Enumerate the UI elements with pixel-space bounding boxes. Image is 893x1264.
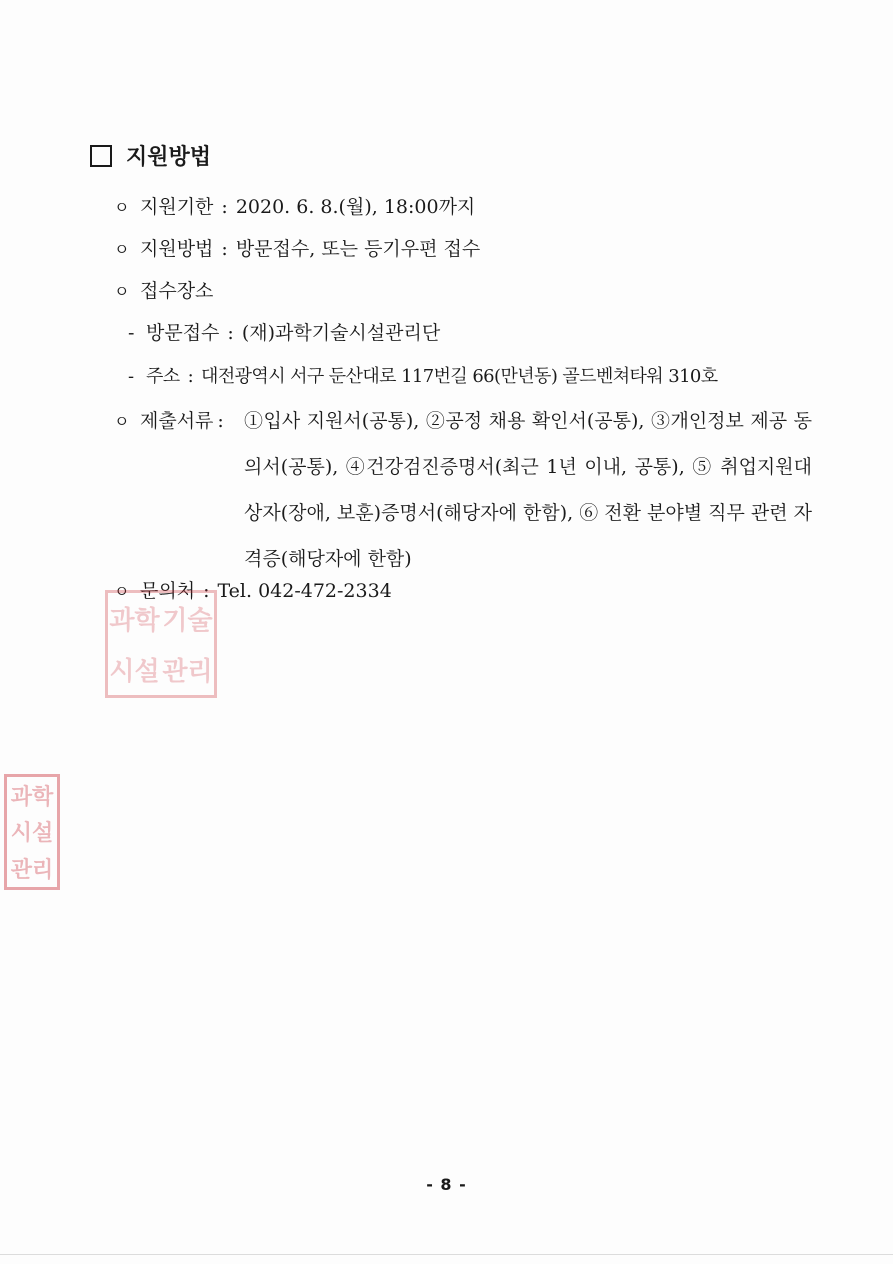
item-place: [114, 280, 213, 303]
margin-seal-stamp: [4, 774, 60, 890]
address-label: 주소: [146, 366, 180, 387]
page-number: - 8 -: [426, 1175, 467, 1194]
documents-label: 제출서류: [140, 410, 214, 432]
seal-glyph: 관리: [162, 657, 213, 687]
documents-value: ①입사 지원서(공통), ②공정 채용 확인서(공통), ③개인정보 제공 동의서(공통), ④건강검진증명서(최근 1년 이내, 공통), ⑤ 취업지원대상자(장애, 보훈)증명서(해당자에 한함), ⑥ 전환 분야별 직무 관련 자격증(해당자에 한함): [244, 410, 812, 570]
method-separator: :: [221, 238, 228, 260]
contact-value: Tel. 042-472-2334: [217, 580, 392, 602]
seal-glyph: 시설: [10, 821, 54, 847]
dash-bullet: -: [128, 322, 135, 344]
visit-separator: :: [227, 322, 234, 344]
seal-glyph: 관리: [10, 858, 54, 884]
official-seal-stamp: [105, 590, 217, 698]
section-heading: [90, 140, 211, 171]
checkbox-square-icon: [90, 145, 112, 167]
seal-glyph: 과학: [109, 606, 160, 636]
circle-bullet-icon: ㅇ: [114, 412, 130, 431]
subitem-visit: [128, 322, 440, 345]
seal-glyph: 시설: [109, 657, 160, 687]
circle-bullet-icon: ㅇ: [114, 582, 130, 601]
seal-glyph: 기술: [162, 606, 213, 636]
address-value: 대전광역시 서구 둔산대로 117번길 66(만년동) 골드벤쳐타워 310호: [201, 366, 718, 387]
item-deadline: [114, 196, 475, 219]
section-title: 지원방법: [126, 145, 212, 170]
contact-label: 문의처: [140, 580, 196, 602]
visit-value: (재)과학기술시설관리단: [241, 322, 441, 344]
documents-separator: :: [217, 410, 224, 432]
seal-glyph: 과학: [10, 784, 54, 810]
circle-bullet-icon: ㅇ: [114, 198, 130, 217]
contact-separator: :: [203, 580, 210, 602]
deadline-label: 지원기한: [140, 196, 214, 218]
item-method: [114, 238, 480, 261]
deadline-separator: :: [221, 196, 228, 218]
method-value: 방문접수, 또는 등기우편 접수: [235, 238, 481, 260]
item-documents-header: [114, 410, 228, 433]
circle-bullet-icon: ㅇ: [114, 240, 130, 259]
subitem-address: [128, 366, 718, 388]
dash-bullet: -: [128, 366, 134, 387]
address-separator: :: [187, 366, 194, 387]
place-label: 접수장소: [140, 280, 214, 302]
deadline-value: 2020. 6. 8.(월), 18:00까지: [235, 196, 476, 218]
bottom-divider: [0, 1254, 893, 1255]
method-label: 지원방법: [140, 238, 214, 260]
visit-label: 방문접수: [146, 322, 220, 344]
circle-bullet-icon: ㅇ: [114, 282, 130, 301]
